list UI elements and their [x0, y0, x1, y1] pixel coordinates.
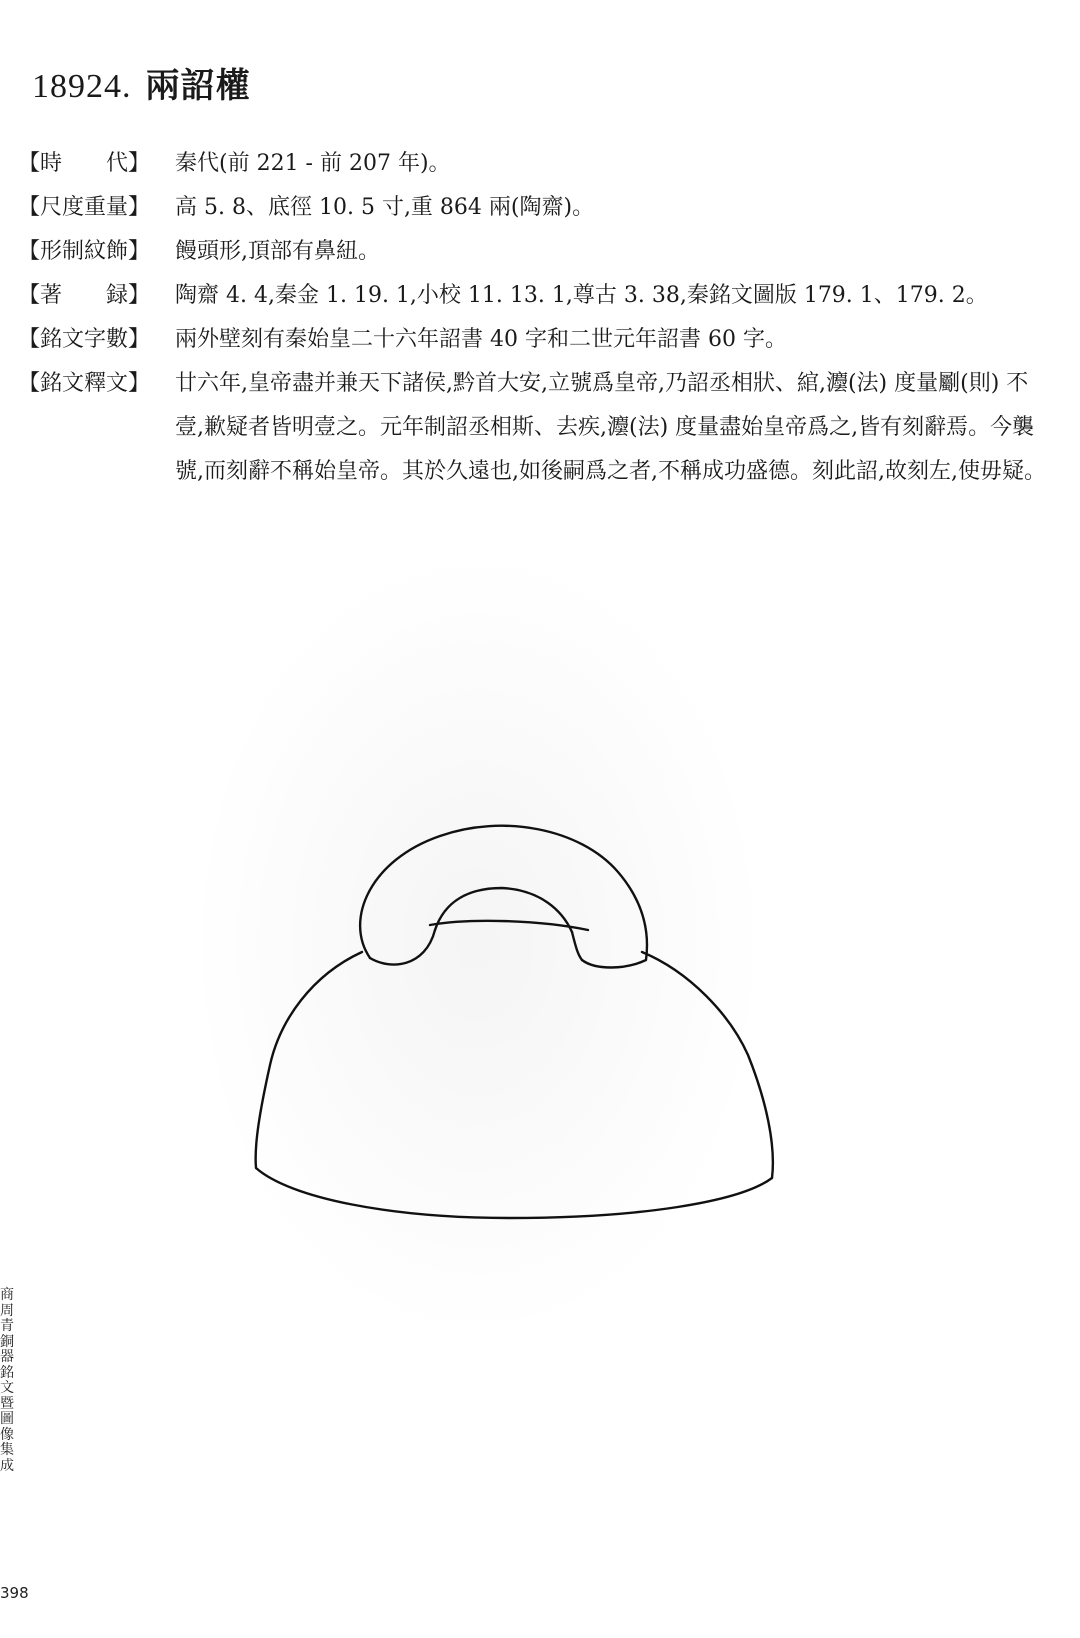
field-label: 【銘文字數】: [18, 327, 151, 352]
field-label: 【形制紋飾】: [18, 239, 151, 264]
handle-left-leg: [370, 930, 435, 965]
field-value: 高 5. 8、底徑 10. 5 寸,重 864 兩(陶齋)。: [175, 195, 595, 220]
entry-number: 18924.: [32, 68, 132, 105]
page-title: [32, 58, 251, 107]
field-inscription-count: [18, 318, 1048, 362]
book-title-vertical: 商周青銅器銘文暨圖像集成: [0, 1287, 14, 1474]
field-inscription-transcription: [18, 362, 1048, 494]
field-value: 秦代(前 221 - 前 207 年)。: [175, 151, 451, 176]
field-bibliography: [18, 274, 1048, 318]
handle-right-leg: [572, 932, 582, 960]
field-value: 陶齋 4. 4,秦金 1. 19. 1,小校 11. 13. 1,尊古 3. 38,秦銘文圖版 179. 1、179. 2。: [175, 283, 988, 308]
entry-name: 兩詔權: [145, 66, 251, 106]
field-value: 廿六年,皇帝盡并兼天下諸侯,黔首大安,立號爲皇帝,乃詔丞相狀、綰,灋(法) 度量劚(則) 不壹,歉疑者皆明壹之。元年制詔丞相斯、去疾,灋(法) 度量盡始皇帝爲之,皆有刻辭焉。今襲號,而刻辭不稱始皇帝。其於久遠也,如後嗣爲之者,不稱成功盛德。刻此詔,故刻左,使毋疑。: [175, 371, 1046, 484]
field-form-decoration: [18, 230, 1048, 274]
page-number: 398: [0, 1584, 29, 1602]
weight-body-outline: [256, 952, 773, 1218]
field-dimensions: [18, 186, 1048, 230]
field-label: 【著 録】: [18, 283, 151, 308]
field-label: 【時 代】: [18, 151, 151, 176]
weight-top-edge: [430, 921, 588, 930]
field-value: 饅頭形,頂部有鼻紐。: [175, 239, 380, 264]
field-value: 兩外壁刻有秦始皇二十六年詔書 40 字和二世元年詔書 60 字。: [175, 327, 787, 352]
metadata-fields: [18, 142, 1048, 494]
field-period: [18, 142, 1048, 186]
field-label: 【銘文釋文】: [18, 371, 151, 396]
handle-outer-arch: [360, 826, 647, 968]
field-label: 【尺度重量】: [18, 195, 151, 220]
weight-drawing: [240, 800, 800, 1240]
